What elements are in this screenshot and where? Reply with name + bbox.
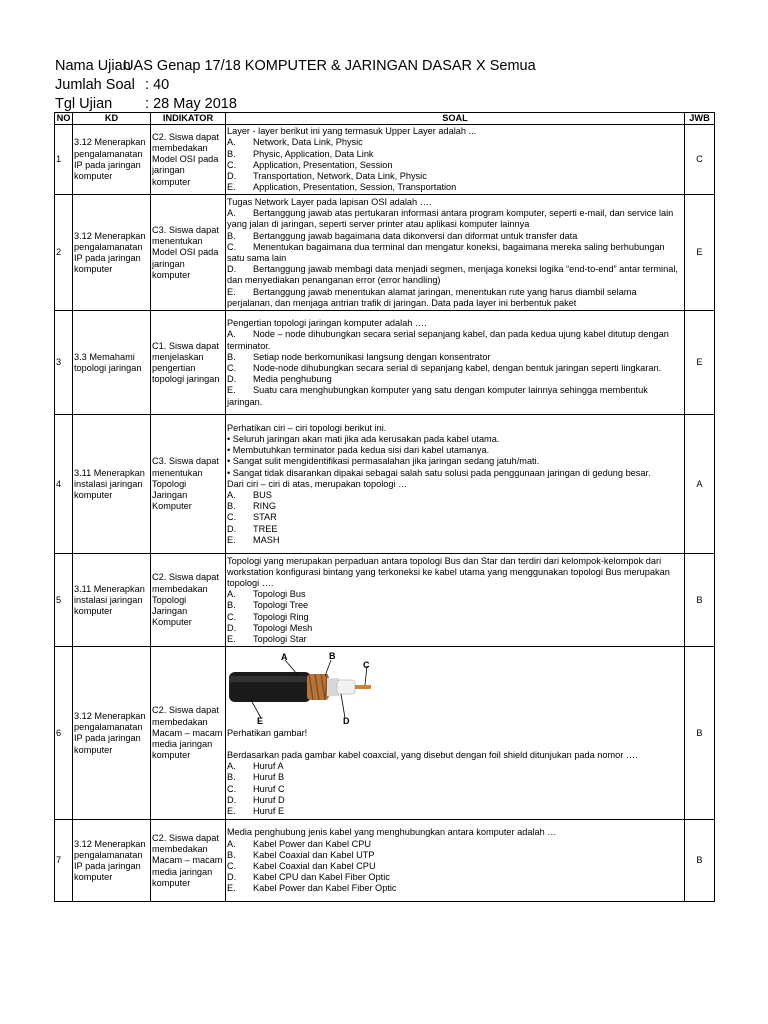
answer-option — [227, 242, 683, 264]
answer-key: B — [685, 647, 715, 820]
option-key: C. — [227, 512, 237, 523]
answer-option — [227, 287, 683, 309]
option-text: Menentukan bagaimana dua terminal dan mengatur koneksi, bagaimana mereka saling berhubungan satu sama lain — [227, 241, 665, 263]
option-text: Transportation, Network, Data Link, Physic — [253, 171, 427, 182]
answer-option — [227, 535, 683, 546]
question-cell — [226, 554, 685, 647]
question-number: 3 — [55, 311, 73, 415]
question-cell — [226, 311, 685, 415]
question-text: Topologi yang merupakan perpaduan antara topologi Bus dan Star dan terdiri dari kelompok-kelompok dari workstation konfigurasi bintang yang terkoneksi ke kabel utama yang menggunakan topologi Bus merupakan topologi …. — [227, 555, 670, 589]
option-key: A. — [227, 761, 236, 772]
image-label-a: A — [281, 651, 288, 662]
question-number: 7 — [55, 820, 73, 902]
option-text: Topologi Star — [253, 634, 307, 645]
option-text: Bertanggung jawab menentukan alamat jaringan, menentukan rute yang harus diambil selama perjalanan, dan menjaga antrian trafik di jaringan. Data pada layer ini berbentuk paket — [227, 286, 637, 308]
option-key: E. — [227, 182, 236, 193]
option-text: Application, Presentation, Session, Transportation — [253, 182, 457, 193]
option-text: Huruf B — [253, 772, 285, 783]
image-label-b: B — [329, 651, 336, 661]
answer-option — [227, 374, 683, 385]
answer-option — [227, 171, 683, 182]
option-text: Physic, Application, Data Link — [253, 148, 374, 159]
question-table — [54, 112, 715, 902]
option-text: Huruf D — [253, 794, 285, 805]
indikator-cell: C1. Siswa dapat menjelaskan pengertian topologi jaringan — [151, 311, 226, 415]
option-key: C. — [227, 611, 237, 622]
option-text: Kabel Power dan Kabel Fiber Optic — [253, 883, 397, 894]
answer-option — [227, 861, 683, 872]
question-bullet: • Membutuhkan terminator pada kedua sisi dari kabel utamanya. — [227, 445, 490, 456]
option-key: A. — [227, 838, 236, 849]
kd-cell: 3.12 Menerapkan pengalamanatan IP pada jaringan komputer — [73, 195, 151, 311]
question-cell — [226, 125, 685, 195]
answer-option — [227, 612, 683, 623]
answer-option — [227, 589, 683, 600]
option-text: Node-node dihubungkan secara serial di sepanjang kabel, dengan bentuk jaringan seperti lingkaran. — [253, 362, 662, 373]
answer-option — [227, 182, 683, 193]
question-count-label: Jumlah Soal — [55, 77, 135, 93]
question-number: 2 — [55, 195, 73, 311]
indikator-cell: C2. Siswa dapat membedakan Topologi Jaringan Komputer — [151, 554, 226, 647]
option-key: B. — [227, 772, 236, 783]
option-key: C. — [227, 241, 237, 252]
table-row — [55, 311, 715, 415]
answer-key: E — [685, 195, 715, 311]
answer-option — [227, 839, 683, 850]
spacer — [227, 739, 683, 750]
kd-cell: 3.3 Memahami topologi jaringan — [73, 311, 151, 415]
option-text: Node – node dihubungkan secara serial sepanjang kabel, dan pada kedua ujung kabel ditutup dengan terminator. — [227, 329, 669, 351]
question-text: Perhatikan gambar! — [227, 727, 308, 738]
option-key: A. — [227, 490, 236, 501]
option-text: Huruf C — [253, 783, 285, 794]
answer-option — [227, 850, 683, 861]
option-text: Bertanggung jawab membagi data menjadi segmen, menjaga koneksi logika “end-to-end” antar terminal, dan menyediakan penanganan error (error handling) — [227, 264, 678, 286]
answer-option — [227, 883, 683, 894]
option-key: B. — [227, 849, 236, 860]
answer-key: E — [685, 311, 715, 415]
question-count-value: : 40 — [145, 77, 170, 93]
answer-option — [227, 363, 683, 374]
col-soal-header: SOAL — [226, 113, 685, 125]
indikator-cell: C3. Siswa dapat menentukan Model OSI pada jaringan komputer — [151, 195, 226, 311]
table-header-row — [55, 113, 715, 125]
option-key: E. — [227, 634, 236, 645]
option-key: B. — [227, 148, 236, 159]
question-count-line — [55, 76, 169, 94]
exam-name-label: Nama Ujian — [55, 58, 131, 74]
option-key: C. — [227, 159, 237, 170]
option-text: Suatu cara menghubungkan komputer yang satu dengan komputer lainnya sehingga membentuk jaringan. — [227, 385, 648, 407]
answer-option — [227, 872, 683, 883]
option-text: TREE — [253, 523, 278, 534]
answer-option — [227, 231, 683, 242]
answer-option — [227, 623, 683, 634]
option-text: Bertanggung jawab bagaimana data dikonversi dan diformat untuk transfer data — [253, 230, 578, 241]
option-text: Kabel Coaxial dan Kabel UTP — [253, 849, 375, 860]
question-cell — [226, 820, 685, 902]
option-text: Bertanggung jawab atas pertukaran informasi antara program komputer, seperti e-mail, dan service lain yang jalan di jaringan, seperti server printer atau aplikasi komputer lainnya — [227, 208, 674, 230]
option-key: B. — [227, 230, 236, 241]
indikator-cell: C3. Siswa dapat menentukan Topologi Jaringan Komputer — [151, 415, 226, 554]
option-text: MASH — [253, 534, 280, 545]
option-key: E. — [227, 534, 236, 545]
question-number: 5 — [55, 554, 73, 647]
option-key: D. — [227, 622, 237, 633]
answer-option — [227, 772, 683, 783]
kd-cell: 3.12 Menerapkan pengalamanatan IP pada jaringan komputer — [73, 125, 151, 195]
exam-name-value: : UAS Genap 17/18 KOMPUTER & JARINGAN DASAR X Semua — [115, 58, 536, 74]
question-text: Tugas Network Layer pada lapisan OSI adalah …. — [227, 196, 432, 207]
option-text: STAR — [253, 512, 277, 523]
answer-option — [227, 634, 683, 645]
option-text: Topologi Mesh — [253, 622, 313, 633]
option-key: D. — [227, 374, 237, 385]
kd-cell: 3.12 Menerapkan pengalamanatan IP pada jaringan komputer — [73, 647, 151, 820]
answer-option — [227, 761, 683, 772]
answer-option — [227, 329, 683, 351]
option-key: E. — [227, 805, 236, 816]
answer-option — [227, 501, 683, 512]
answer-option — [227, 385, 683, 407]
option-key: A. — [227, 137, 236, 148]
question-cell — [226, 647, 685, 820]
question-number: 6 — [55, 647, 73, 820]
answer-key: A — [685, 415, 715, 554]
col-kd-header: KD — [73, 113, 151, 125]
option-text: Topologi Tree — [253, 600, 309, 611]
answer-option — [227, 137, 683, 148]
option-text: Topologi Bus — [253, 589, 306, 600]
kd-cell: 3.11 Menerapkan instalasi jaringan komputer — [73, 415, 151, 554]
col-jwb-header: JWB — [685, 113, 715, 125]
option-text: Network, Data Link, Physic — [253, 137, 363, 148]
option-text: Application, Presentation, Session — [253, 159, 393, 170]
col-no-header: NO — [55, 113, 73, 125]
answer-option — [227, 352, 683, 363]
option-text: Setiap node berkomunikasi langsung dengan konsentrator — [253, 351, 491, 362]
option-key: E. — [227, 385, 236, 396]
answer-option — [227, 600, 683, 611]
answer-key: B — [685, 820, 715, 902]
answer-option — [227, 524, 683, 535]
indikator-cell: C2. Siswa dapat membedakan Model OSI pada jaringan komputer — [151, 125, 226, 195]
table-row — [55, 195, 715, 311]
question-text: Media penghubung jenis kabel yang menghubungkan antara komputer adalah … — [227, 827, 557, 838]
exam-date-line — [55, 95, 237, 113]
image-label-c: C — [363, 659, 370, 670]
option-key: C. — [227, 362, 237, 373]
col-indikator-header: INDIKATOR — [151, 113, 226, 125]
option-key: C. — [227, 860, 237, 871]
answer-option — [227, 490, 683, 501]
option-text: RING — [253, 501, 276, 512]
option-key: E. — [227, 286, 236, 297]
question-text: Pengertian topologi jaringan komputer adalah …. — [227, 318, 427, 329]
indikator-cell: C2. Siswa dapat membedakan Macam – macam media jaringan komputer — [151, 820, 226, 902]
option-text: Kabel Power dan Kabel CPU — [253, 838, 371, 849]
question-cell — [226, 415, 685, 554]
question-text: Perhatikan ciri – ciri topologi berikut ini. — [227, 422, 387, 433]
question-number: 4 — [55, 415, 73, 554]
option-text: Kabel Coaxial dan Kabel CPU — [253, 860, 376, 871]
answer-option — [227, 264, 683, 286]
question-bullet: • Sangat sulit mengidentifikasi permasalahan jika jaringan sedang jatuh/mati. — [227, 456, 540, 467]
table-row — [55, 820, 715, 902]
coaxial-cable-image — [227, 652, 387, 728]
table-row — [55, 554, 715, 647]
answer-option — [227, 160, 683, 171]
answer-option — [227, 512, 683, 523]
option-text: Kabel CPU dan Kabel Fiber Optic — [253, 872, 390, 883]
option-key: D. — [227, 171, 237, 182]
option-key: B. — [227, 600, 236, 611]
answer-option — [227, 795, 683, 806]
answer-key: B — [685, 554, 715, 647]
question-number: 1 — [55, 125, 73, 195]
answer-option — [227, 208, 683, 230]
answer-key: C — [685, 125, 715, 195]
question-prompt: Berdasarkan pada gambar kabel coaxcial, yang disebut dengan foil shield ditunjukan pada nomor …. — [227, 749, 638, 760]
exam-date-value: : 28 May 2018 — [145, 96, 237, 112]
image-label-e: E — [257, 715, 264, 726]
option-key: D. — [227, 264, 237, 275]
question-bullet: • Sangat tidak disarankan dipakai sebagai salah satu solusi pada penggunaan jaringan di gedung besar. — [227, 467, 651, 478]
answer-option — [227, 784, 683, 795]
option-text: Huruf A — [253, 761, 284, 772]
option-text: BUS — [253, 490, 272, 501]
option-text: Media penghubung — [253, 374, 332, 385]
exam-name-line — [55, 57, 536, 75]
question-prompt: Dari ciri – ciri di atas, merupakan topologi … — [227, 478, 408, 489]
option-key: B. — [227, 501, 236, 512]
option-key: A. — [227, 208, 236, 219]
option-key: E. — [227, 883, 236, 894]
option-key: A. — [227, 589, 236, 600]
option-key: D. — [227, 872, 237, 883]
question-text: Layer - layer berikut ini yang termasuk Upper Layer adalah ... — [227, 126, 477, 137]
option-key: C. — [227, 783, 237, 794]
option-key: D. — [227, 523, 237, 534]
kd-cell: 3.11 Menerapkan instalasi jaringan komputer — [73, 554, 151, 647]
option-text: Topologi Ring — [253, 611, 309, 622]
option-text: Huruf E — [253, 805, 285, 816]
table-row — [55, 415, 715, 554]
answer-option — [227, 149, 683, 160]
exam-date-label: Tgl Ujian — [55, 96, 113, 112]
option-key: A. — [227, 329, 236, 340]
kd-cell: 3.12 Menerapkan pengalamanatan IP pada jaringan komputer — [73, 820, 151, 902]
image-label-d: D — [343, 715, 350, 726]
question-cell — [226, 195, 685, 311]
indikator-cell: C2. Siswa dapat membedakan Macam – macam media jaringan komputer — [151, 647, 226, 820]
question-bullet: • Seluruh jaringan akan mati jika ada kerusakan pada kabel utama. — [227, 434, 500, 444]
option-key: D. — [227, 794, 237, 805]
table-row — [55, 125, 715, 195]
option-key: B. — [227, 351, 236, 362]
table-row — [55, 647, 715, 820]
answer-option — [227, 806, 683, 817]
